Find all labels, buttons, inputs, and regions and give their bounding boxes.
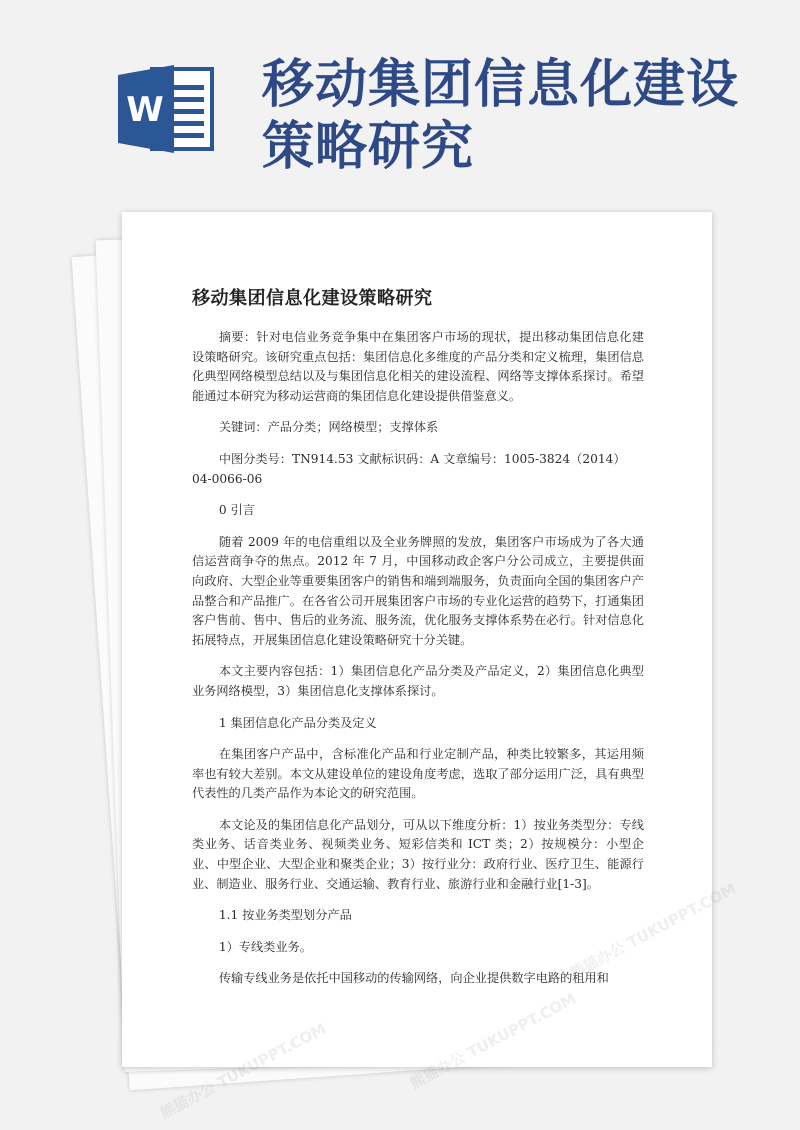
page-title: 移动集团信息化建设策略研究 bbox=[262, 55, 740, 177]
section-heading-1: 1 集团信息化产品分类及定义 bbox=[218, 715, 377, 730]
classification-line: 中图分类号：TN914.53 文献标识码：A 文章编号：1005-3824（2014）04-0066-06 bbox=[192, 451, 626, 486]
body-paragraph: 在集团客户产品中，含标准化产品和行业定制产品，种类比较繁多，其运用频率也有较大差别。本文从建设单位的建设角度考虑，选取了部分运用广泛，具有典型代表性的几类产品作为本论文的研究范围。 bbox=[192, 747, 644, 801]
word-logo-icon bbox=[118, 63, 216, 155]
body-paragraph: 本文主要内容包括：1）集团信息化产品分类及产品定义，2）集团信息化典型业务网络模型，3）集团信息化支撑体系探讨。 bbox=[192, 664, 644, 698]
document-body bbox=[192, 328, 644, 1001]
abstract-paragraph: 摘要：针对电信业务竞争集中在集团客户市场的现状，提出移动集团信息化建设策略研究。该研究重点包括：集团信息化多维度的产品分类和定义梳理，集团信息化典型网络模型总结以及与集团信息化相关的建设流程、网络等支撑体系探讨。希望能通过本研究为移动运营商的集团信息化建设提供借鉴意义。 bbox=[192, 330, 644, 403]
subsection-heading-1-1: 1.1 按业务类型划分产品 bbox=[218, 908, 352, 923]
document-title: 移动集团信息化建设策略研究 bbox=[192, 288, 433, 309]
body-paragraph: 传输专线业务是依托中国移动的传输网络，向企业提供数字电路的租用和 bbox=[218, 971, 609, 986]
section-heading-intro: 0 引言 bbox=[218, 503, 255, 518]
body-paragraph: 随着 2009 年的电信重组以及全业务牌照的发放，集团客户市场成为了各大通信运营商争夺的焦点。2012 年 7 月，中国移动政企客户分公司成立，主要提供面向政府、大型企业等重要集团客户的销售和端到端服务，负责面向全国的集团客户产品整合和产品推广。在各省公司开展集团客户市场的专业化运营的趋势下，打通集团客户售前、售中、售后的业务流、服务流，优化服务支撑体系势在必行。针对信息化拓展特点，开展集团信息化建设策略研究十分关键。 bbox=[192, 534, 644, 647]
svg-text:W: W bbox=[126, 90, 164, 130]
list-item-heading: 1）专线类业务。 bbox=[218, 939, 312, 954]
document-page bbox=[122, 212, 712, 1067]
body-paragraph: 本文论及的集团信息化产品划分，可从以下维度分析：1）按业务类型分：专线类业务、话音类业务、视频类业务、短彩信类和 ICT 类；2）按规模分：小型企业、中型企业、大型企业和聚类企业；3）按行业分：政府行业、医疗卫生、能源行业、制造业、服务行业、交通运输、教育行业、旅游行业和金融行业[1-3]。 bbox=[192, 817, 644, 891]
keywords-line: 关键词：产品分类；网络模型；支撑体系 bbox=[218, 420, 439, 435]
